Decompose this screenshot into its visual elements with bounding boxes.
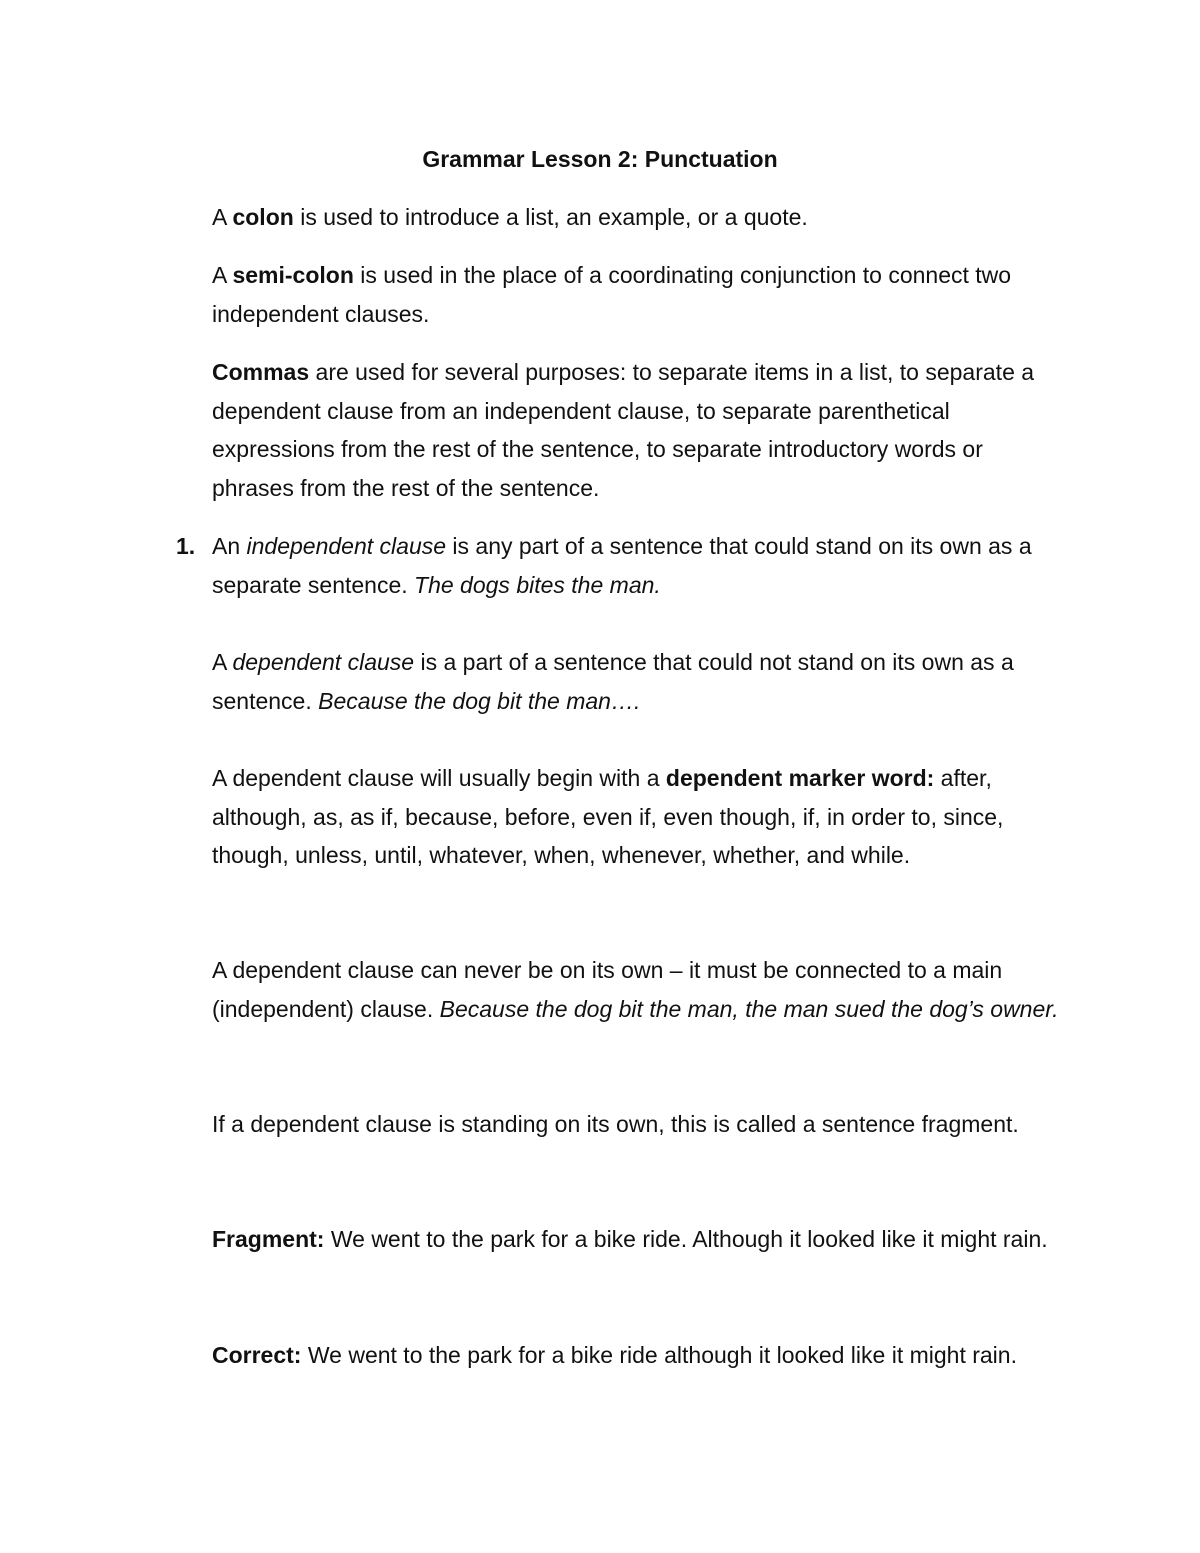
list-number: 1. bbox=[176, 533, 196, 559]
commas-text: are used for several purposes: to separate items in a list, to separate a dependent clause from an independent clause, to separate parenthetical expressions from the rest of the sentence, to separate introductory words or phrases from the rest of the sentence. bbox=[212, 359, 1035, 501]
correct-label: Correct: bbox=[212, 1342, 302, 1368]
fragment-definition-paragraph: If a dependent clause is standing on its own, this is called a sentence fragment. bbox=[212, 1111, 1019, 1137]
never-alone-example: Because the dog bit the man, the man sued the dog’s owner. bbox=[439, 995, 1059, 1022]
dependent-example: Because the dog bit the man…. bbox=[318, 687, 641, 714]
colon-paragraph bbox=[212, 198, 1062, 237]
semicolon-text-end: is used in the place of a coordinating conjunction to connect two independent clauses. bbox=[212, 262, 1012, 327]
independent-example: The dogs bites the man. bbox=[414, 571, 661, 598]
colon-text-end: is used to introduce a list, an example, or a quote. bbox=[293, 204, 808, 230]
independent-term: independent clause bbox=[246, 533, 447, 559]
marker-term: dependent marker word: bbox=[665, 765, 935, 791]
semicolon-text-start: A bbox=[212, 262, 233, 288]
fragment-label: Fragment: bbox=[212, 1226, 325, 1252]
dependent-text-end: is a part of a sentence that could not stand on its own as a sentence. bbox=[212, 649, 1014, 714]
independent-clause-paragraph bbox=[212, 527, 1062, 604]
correct-example-paragraph bbox=[212, 1336, 1062, 1375]
independent-text-start: An bbox=[212, 533, 247, 559]
commas-term: Commas bbox=[212, 359, 310, 385]
independent-text-end: is any part of a sentence that could stand on its own as a separate sentence. bbox=[212, 533, 1032, 598]
dependent-term: dependent clause bbox=[232, 649, 415, 675]
page-title: Grammar Lesson 2: Punctuation bbox=[422, 146, 778, 172]
never-alone-paragraph bbox=[212, 951, 1062, 1028]
marker-word-list: after, although, as, as if, because, before, even if, even though, if, in order to, since, though, unless, until, whatever, when, whenever, whether, and while. bbox=[212, 765, 1004, 868]
dependent-text-start: A bbox=[212, 649, 233, 675]
semicolon-paragraph bbox=[212, 256, 1062, 333]
correct-text: We went to the park for a bike ride although it looked like it might rain. bbox=[301, 1342, 1017, 1368]
colon-text-start: A bbox=[212, 204, 233, 230]
fragment-example-paragraph bbox=[212, 1220, 1062, 1259]
semicolon-term: semi-colon bbox=[232, 262, 354, 288]
commas-paragraph bbox=[212, 353, 1062, 507]
fragment-text: We went to the park for a bike ride. Although it looked like it might rain. bbox=[324, 1226, 1048, 1252]
never-alone-text: A dependent clause can never be on its own – it must be connected to a main (independent) clause. bbox=[212, 957, 1003, 1022]
colon-term: colon bbox=[232, 204, 294, 230]
dependent-clause-paragraph bbox=[212, 643, 1062, 720]
marker-word-paragraph bbox=[212, 759, 1062, 875]
marker-text-start: A dependent clause will usually begin with a bbox=[212, 765, 666, 791]
